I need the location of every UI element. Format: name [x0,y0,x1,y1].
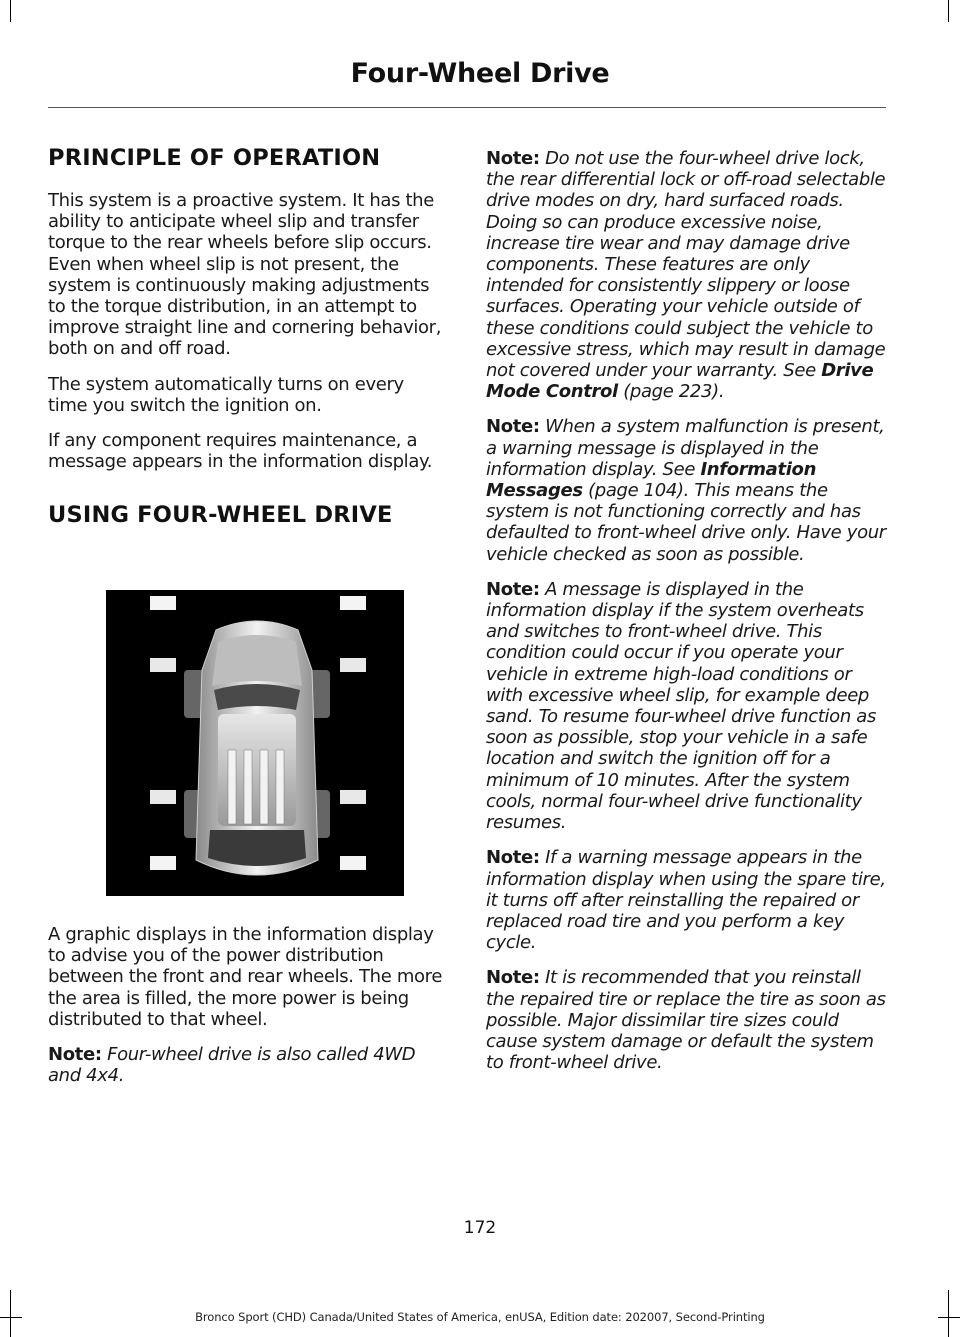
note-dry-roads [486,148,886,402]
xref-drive-mode-control[interactable]: Drive Mode Control [486,360,874,403]
note-text: It is recommended that you reinstall the repaired tire or replace the tire as soon as possible. Major dissimilar tire sizes could cause system damage or default the system to front-wheel drive. [486,967,886,1074]
note-label: Note: [486,578,540,600]
paragraph-auto-on: The system automatically turns on every time you switch the ignition on. [48,373,404,416]
header-rule [48,107,886,108]
note-label: Note: [486,847,540,869]
note-text-tail: This means the system is not functioning correctly and has defaulted to front-wheel drive only. Have your vehicle checked as soon as possible. [486,480,886,565]
xref-page: (page 104). [588,480,690,502]
xref-information-messages[interactable]: Information Messages [486,458,817,502]
crop-mark [948,0,949,22]
paragraph-graphic-description: A graphic displays in the information display to advise you of the power distribution between the front and rear wheels. The more the area is filled, the more power is being distributed to that wheel. [48,924,443,1030]
section-heading-using-4wd: USING FOUR-WHEEL DRIVE [48,502,393,529]
crop-mark [10,0,11,22]
note-text: If a warning message appears in the information display when using the spare tire, it turns off after reinstalling the repaired or replaced road tire and you perform a key cycle. [486,847,886,954]
left-column-lower [48,924,448,1100]
right-column [486,148,886,1087]
section-heading-principle: PRINCIPLE OF OPERATION [48,145,381,171]
note-spare-tire [486,847,886,953]
xref-page: (page 223). [623,381,725,403]
note-4wd-names [48,1044,448,1086]
note-reinstall-tire [486,967,886,1073]
note-text: Do not use the four-wheel drive lock, the rear differential lock or off-road selectable drive modes on dry, hard surfaced roads. Doing so can produce excessive noise, increase tire wear and may damage drive components. These features are only intended for consistently slippery or loose surfaces. Operating your vehicle outside of these conditions could subject the vehicle to excessive stress, which may result in damage not covered under your warranty. See [486,148,886,382]
page-header-title: Four-Wheel Drive [350,58,610,89]
vehicle-top-view-figure [106,590,404,896]
note-text: Four-wheel drive is also called 4WD and 4x4. [48,1044,416,1087]
page-footer: Bronco Sport (CHD) Canada/United States of America, enUSA, Edition date: 202007, Second-Printing [195,1310,765,1324]
page-number: 172 [463,1218,497,1238]
left-column [48,145,448,547]
note-malfunction [486,416,886,564]
note-label: Note: [486,416,540,438]
note-text: A message is displayed in the information display if the system overheats and switches to front-wheel drive. This condition could occur if you operate your vehicle in extreme high-load conditions or with excessive wheel slip, for example deep sand. To resume four-wheel drive function as soon as possible, stop your vehicle in a safe location and switch the ignition off for a minimum of 10 minutes. After the system cools, normal four-wheel drive functionality resumes. [486,578,876,834]
note-overheat [486,579,886,833]
note-label: Note: [486,967,540,989]
note-label: Note: [486,148,540,169]
note-label: Note: [48,1044,102,1066]
vehicle-top-view-icon [106,590,404,896]
note-text: When a system malfunction is present, a warning message is displayed in the information display. See [486,416,885,480]
paragraph-maintenance: If any component requires maintenance, a message appears in the information display. [48,430,433,473]
paragraph-principle: This system is a proactive system. It has the ability to anticipate wheel slip and transfer torque to the rear wheels before slip occurs. Even when wheel slip is not present, the system is continuously making adjustments to the torque distribution, in an attempt to improve straight line and cornering behavior, both on and off road. [48,190,442,360]
